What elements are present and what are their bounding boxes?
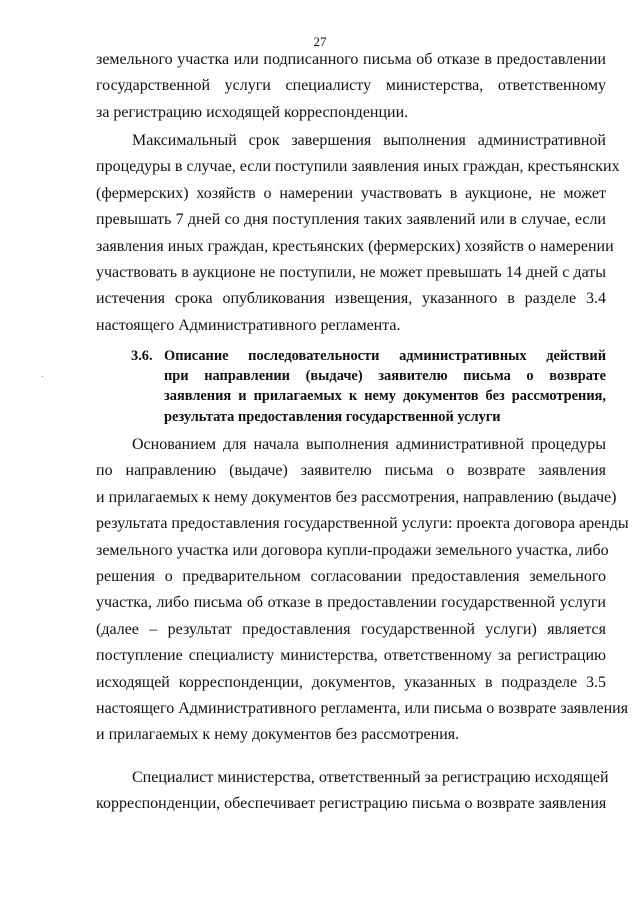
section-number: 3.6.	[131, 348, 153, 364]
margin-mark	[42, 376, 43, 377]
text-line: настоящего Административного регламента.	[96, 316, 401, 334]
text-line: исходящей корреспонденции, документов, указанных в подразделе 3.5	[96, 673, 606, 691]
text-line: (фермерских) хозяйств о намерении участвовать в аукционе, не может	[96, 184, 606, 202]
heading-text: Описание последовательности административных действий	[164, 348, 606, 364]
text-line: земельного участка или договора купли-продажи земельного участка, либо	[96, 541, 609, 559]
paragraph-basis	[96, 432, 629, 749]
text-line: превышать 7 дней со дня поступления таких заявлений или в случае, если	[96, 211, 606, 229]
heading-line: заявления и прилагаемых к нему документов без рассмотрения,	[164, 388, 606, 405]
text-line: процедуры в случае, если поступили заявления иных граждан, крестьянских	[96, 158, 620, 176]
text-line: заявления иных граждан, крестьянских (фермерских) хозяйств о намерении	[96, 237, 614, 255]
text-line: Максимальный срок завершения выполнения административной	[132, 132, 606, 149]
text-line: Основанием для начала выполнения административной процедуры	[132, 436, 606, 453]
paragraph-registration	[96, 765, 609, 818]
text-line: корреспонденции, обеспечивает регистрацию письма о возврате заявления	[96, 795, 607, 813]
text-line: по направлению (выдаче) заявителю письма о возврате заявления	[96, 462, 606, 480]
text-line: участка, либо письма об отказе в предоставлении государственной услуги	[96, 594, 606, 612]
text-line: за регистрацию исходящей корреспонденции.	[96, 103, 409, 121]
text-line: государственной услуги специалисту министерства, ответственному	[96, 77, 606, 95]
text-line: настоящего Административного регламента, или письма о возврате заявления	[96, 699, 629, 717]
heading-line: результата предоставления государственной услуги	[164, 408, 501, 425]
text-line: поступление специалисту министерства, ответственному за регистрацию	[96, 647, 606, 665]
text-line: истечения срока опубликования извещения, указанного в разделе 3.4	[96, 290, 606, 308]
text-line: земельного участка или подписанного письма об отказе в предоставлении	[96, 51, 606, 68]
text-line: и прилагаемых к нему документов без рассмотрения.	[96, 726, 460, 744]
section-heading	[131, 346, 606, 427]
text-line: и прилагаемых к нему документов без рассмотрения, направлению (выдаче)	[96, 488, 617, 506]
heading-line: при направлении (выдаче) заявителю письма о возврате	[164, 368, 606, 385]
heading-line	[131, 346, 606, 366]
text-line: участвовать в аукционе не поступили, не может превышать 14 дней с даты	[96, 263, 606, 281]
text-line: решения о предварительном согласовании предоставления земельного	[96, 567, 606, 585]
text-line: результата предоставления государственной услуги: проекта договора аренды	[96, 515, 629, 533]
text-line: Специалист министерства, ответственный за регистрацию исходящей	[132, 769, 609, 786]
page-number: 27	[313, 34, 327, 49]
paragraph-max-term	[96, 128, 620, 339]
text-line: (далее – результат предоставления государственной услуги) является	[96, 620, 606, 638]
paragraph-continuation	[96, 47, 606, 126]
